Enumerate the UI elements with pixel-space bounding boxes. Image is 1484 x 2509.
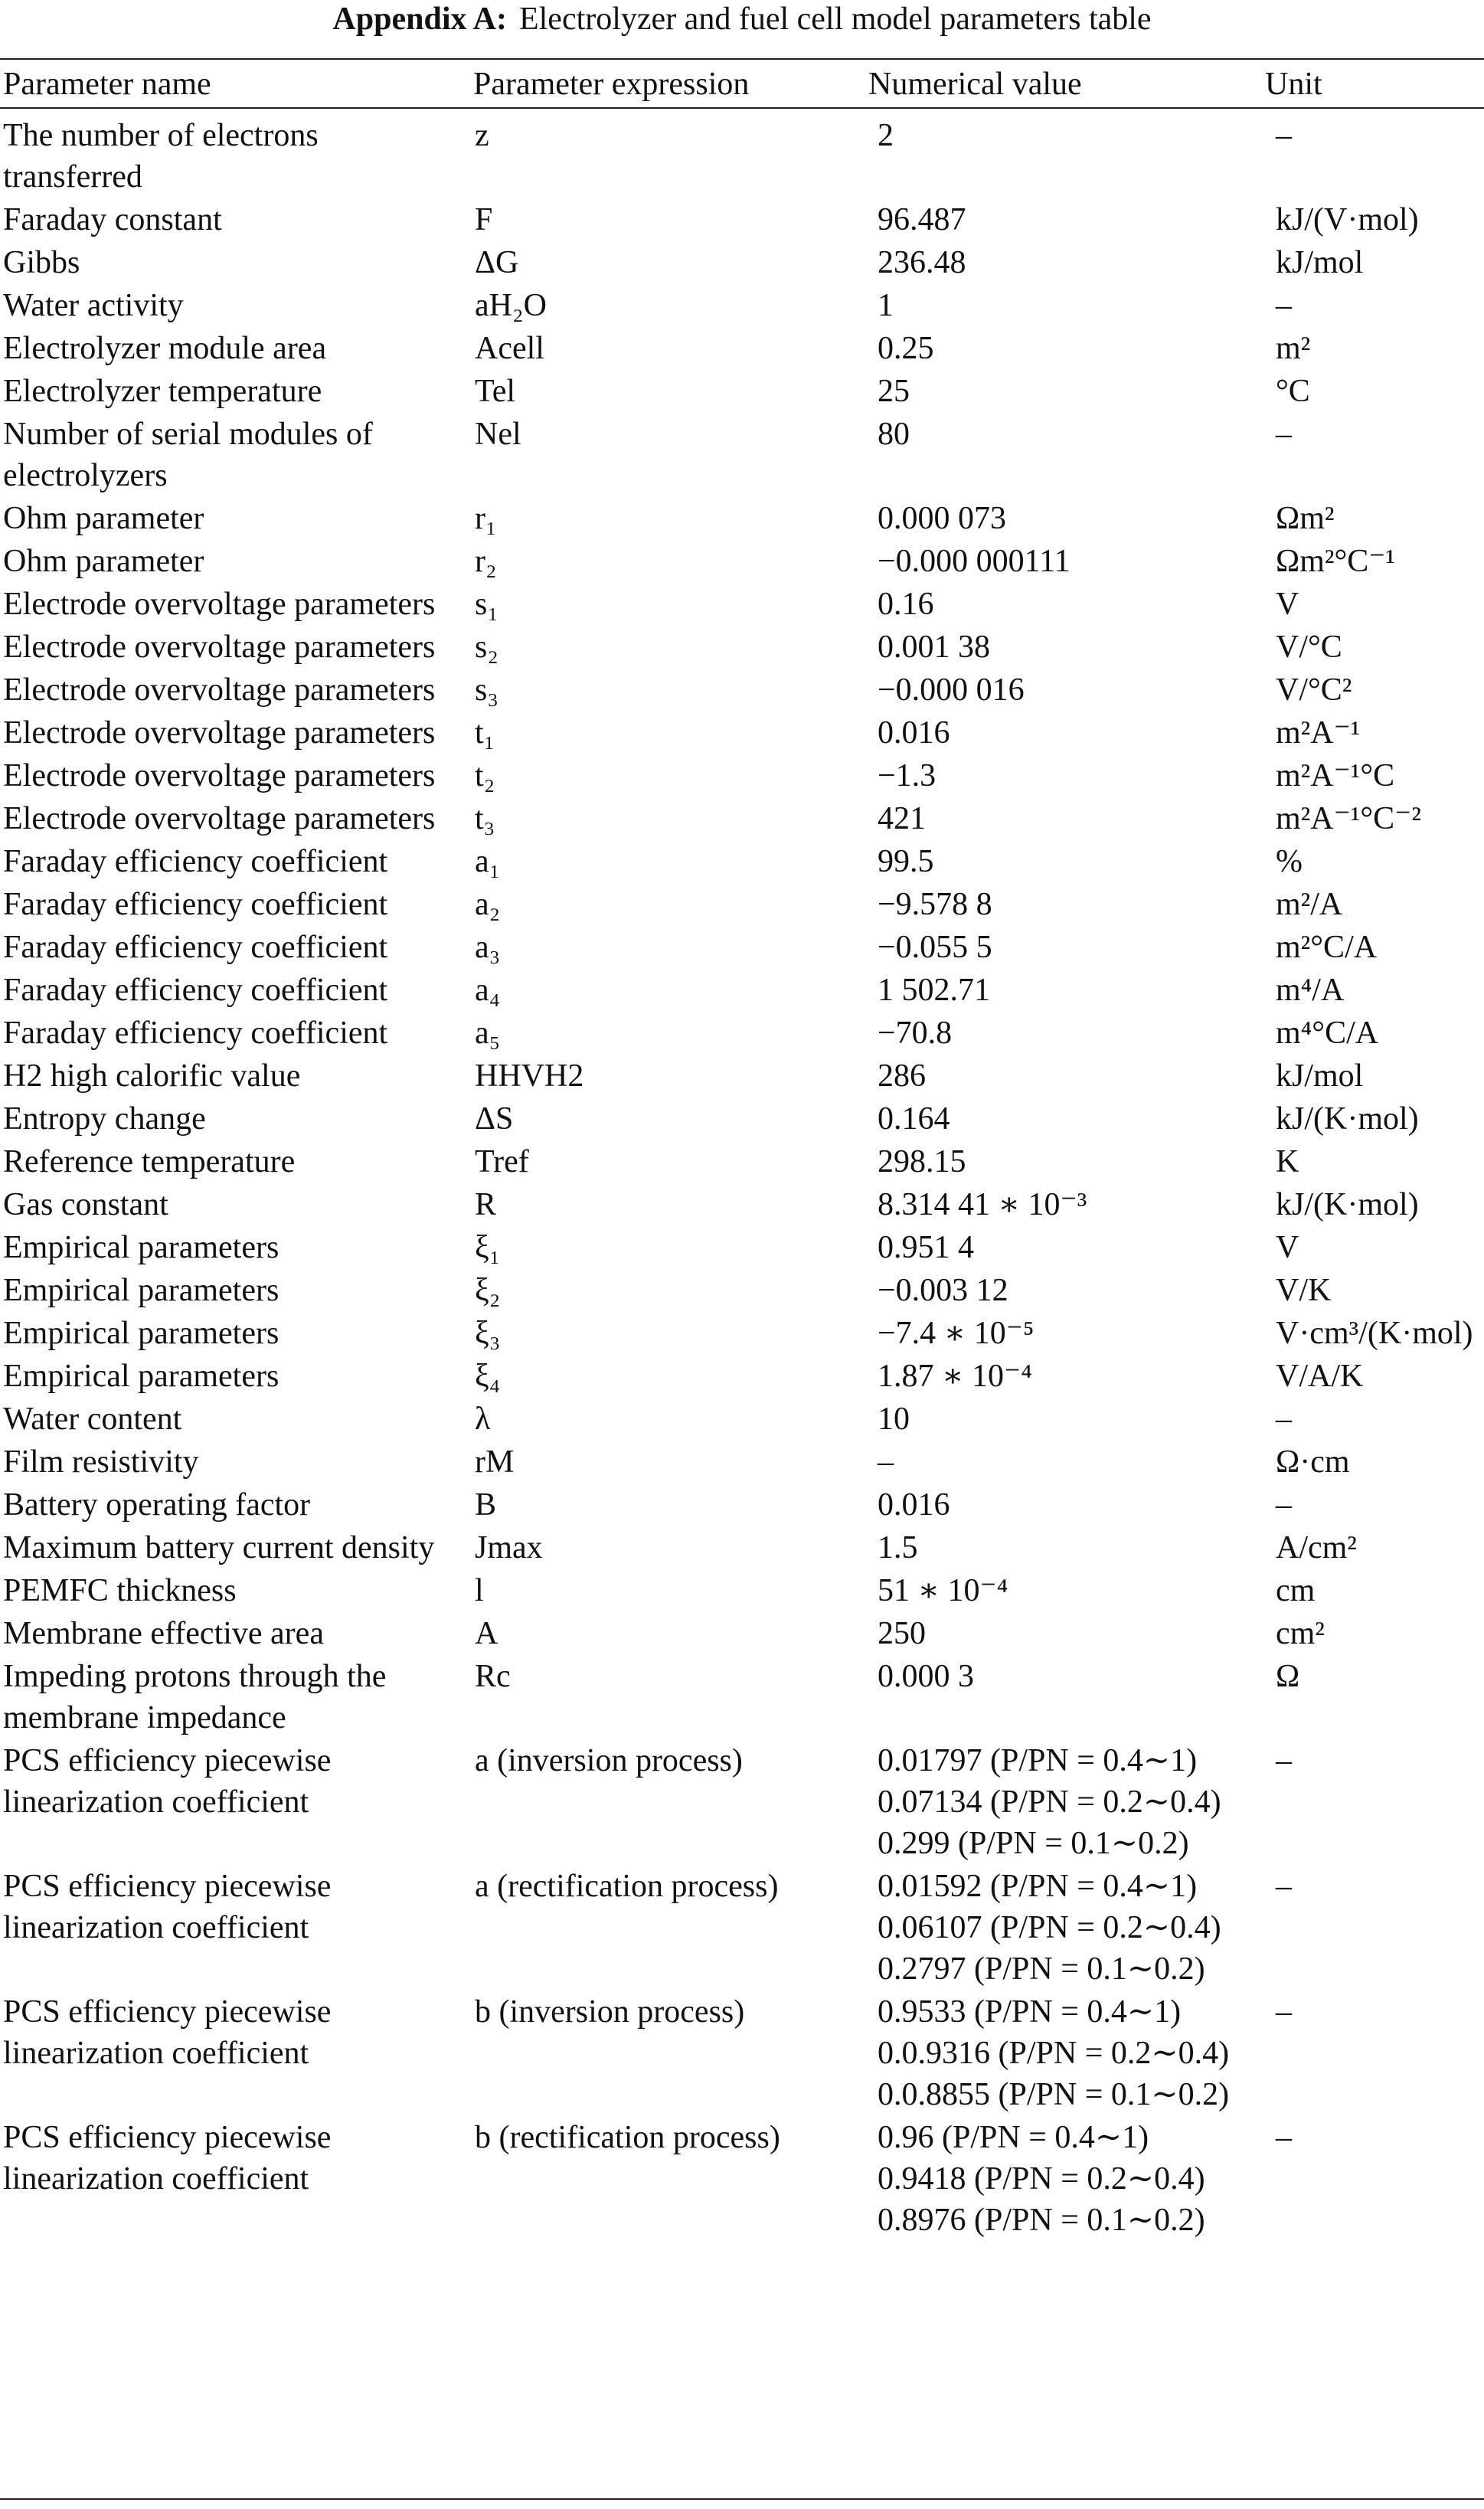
table-row <box>0 326 1484 369</box>
numerical-value-cell: 286 <box>878 1058 926 1094</box>
parameters-table <box>0 113 1484 2241</box>
parameter-name-cell: Number of serial modules of electrolyzers <box>3 417 373 493</box>
parameter-name-cell: The number of electrons transferred <box>3 118 319 195</box>
unit-cell: m²/A <box>1276 887 1343 922</box>
table-row <box>0 1011 1484 1054</box>
parameter-expression-cell: s₃ <box>475 672 498 708</box>
table-row <box>0 1739 1484 1864</box>
parameter-expression-cell: Tel <box>475 374 516 409</box>
table-row <box>0 1990 1484 2115</box>
table-row <box>0 754 1484 797</box>
parameter-expression-cell: A <box>475 1616 498 1651</box>
unit-cell: m² <box>1276 331 1311 366</box>
table-title <box>0 0 1484 38</box>
header-parameter-expression: Parameter expression <box>473 67 750 102</box>
parameter-name-cell: Water activity <box>3 288 184 323</box>
table-row <box>0 582 1484 625</box>
parameter-name-cell: Empirical parameters <box>3 1316 279 1351</box>
unit-cell: % <box>1276 844 1303 879</box>
unit-cell: m²A⁻¹°C <box>1276 758 1395 793</box>
numerical-value-cell: 421 <box>878 801 926 836</box>
table-row <box>0 882 1484 925</box>
numerical-value-cell: 80 <box>878 417 910 452</box>
numerical-value-cell: −0.000 016 <box>878 672 1025 708</box>
header-rule <box>0 107 1484 109</box>
parameter-name-cell: Electrode overvoltage parameters <box>3 758 436 793</box>
parameter-expression-cell: ΔS <box>475 1101 514 1137</box>
table-row <box>0 539 1484 582</box>
parameter-name-cell: Entropy change <box>3 1101 206 1137</box>
unit-cell: m²A⁻¹ <box>1276 715 1361 751</box>
parameter-name-cell: Maximum battery current density <box>3 1530 435 1565</box>
numerical-value-cell: 0.16 <box>878 587 934 622</box>
numerical-value-cell: −0.003 12 <box>878 1273 1008 1308</box>
parameter-expression-cell: r₂ <box>475 544 497 579</box>
numerical-value-cell: 10 <box>878 1402 910 1437</box>
parameter-name-cell: PCS efficiency piecewise linearization coefficient <box>3 1869 332 1945</box>
unit-cell: cm <box>1276 1573 1316 1608</box>
parameter-expression-cell: ΔG <box>475 245 519 280</box>
numerical-value-cell: −70.8 <box>878 1016 953 1051</box>
table-row <box>0 1354 1484 1397</box>
table-row <box>0 1864 1484 1990</box>
numerical-value-cell: 0.01797 (P/PN = 0.4∼1) 0.07134 (P/PN = 0.2∼0.4) 0.299 (P/PN = 0.1∼0.2) <box>878 1743 1221 1861</box>
parameter-expression-cell: F <box>475 202 493 237</box>
table-row <box>0 412 1484 496</box>
unit-cell: V·cm³/(K·mol) <box>1276 1316 1473 1351</box>
parameter-name-cell: Faraday efficiency coefficient <box>3 930 388 965</box>
parameter-name-cell: Electrolyzer module area <box>3 331 327 366</box>
header-parameter-name: Parameter name <box>3 67 211 102</box>
unit-cell: – <box>1276 1869 1292 1904</box>
bottom-rule <box>0 2498 1484 2500</box>
table-row <box>0 1569 1484 1611</box>
numerical-value-cell: 236.48 <box>878 245 966 280</box>
table-row <box>0 2115 1484 2241</box>
table-row <box>0 1611 1484 1654</box>
parameter-name-cell: Water content <box>3 1402 182 1437</box>
appendix-label: Appendix A: <box>332 2 507 37</box>
parameter-name-cell: Faraday efficiency coefficient <box>3 887 388 922</box>
parameter-name-cell: Empirical parameters <box>3 1230 279 1265</box>
numerical-value-cell: 0.01592 (P/PN = 0.4∼1) 0.06107 (P/PN = 0.2∼0.4) 0.2797 (P/PN = 0.1∼0.2) <box>878 1869 1221 1987</box>
numerical-value-cell: 51 ∗ 10⁻⁴ <box>878 1573 1008 1608</box>
table-header <box>0 61 1484 107</box>
numerical-value-cell: 0.001 38 <box>878 630 990 665</box>
parameter-expression-cell: a₄ <box>475 973 501 1008</box>
numerical-value-cell: −1.3 <box>878 758 936 793</box>
table-row <box>0 1225 1484 1268</box>
numerical-value-cell: −9.578 8 <box>878 887 992 922</box>
unit-cell: Ωm² <box>1276 501 1335 536</box>
numerical-value-cell: 0.000 073 <box>878 501 1006 536</box>
parameter-expression-cell: Acell <box>475 331 544 366</box>
unit-cell: kJ/(K·mol) <box>1276 1187 1419 1222</box>
parameter-name-cell: Membrane effective area <box>3 1616 324 1651</box>
table-row <box>0 1526 1484 1569</box>
parameter-expression-cell: a₁ <box>475 844 501 879</box>
numerical-value-cell: 1.5 <box>878 1530 918 1565</box>
parameter-name-cell: Electrode overvoltage parameters <box>3 587 436 622</box>
parameter-name-cell: Film resistivity <box>3 1444 199 1480</box>
parameter-expression-cell: aH₂O <box>475 288 547 323</box>
parameter-name-cell: Empirical parameters <box>3 1273 279 1308</box>
unit-cell: V/°C² <box>1276 672 1352 708</box>
parameter-name-cell: PCS efficiency piecewise linearization coefficient <box>3 1994 332 2071</box>
table-row <box>0 1311 1484 1354</box>
unit-cell: V/A/K <box>1276 1359 1364 1394</box>
header-numerical-value: Numerical value <box>868 67 1082 102</box>
numerical-value-cell: 0.016 <box>878 1487 950 1523</box>
unit-cell: Ω·cm <box>1276 1444 1350 1480</box>
table-row <box>0 668 1484 711</box>
numerical-value-cell: 0.951 4 <box>878 1230 974 1265</box>
parameter-name-cell: Faraday efficiency coefficient <box>3 844 388 879</box>
header-unit: Unit <box>1265 67 1322 102</box>
numerical-value-cell: 2 <box>878 118 894 153</box>
parameter-expression-cell: a₃ <box>475 930 501 965</box>
parameter-name-cell: Electrode overvoltage parameters <box>3 801 436 836</box>
parameter-expression-cell: a (rectification process) <box>475 1869 779 1904</box>
table-row <box>0 1054 1484 1097</box>
numerical-value-cell: 1 502.71 <box>878 973 990 1008</box>
parameter-name-cell: Electrolyzer temperature <box>3 374 322 409</box>
parameter-expression-cell: Rc <box>475 1659 511 1694</box>
table-row <box>0 1097 1484 1140</box>
table-row <box>0 283 1484 326</box>
parameter-expression-cell: ξ₁ <box>475 1230 501 1265</box>
top-rule <box>0 58 1484 60</box>
title-text: Electrolyzer and fuel cell model parameters table <box>518 2 1152 37</box>
unit-cell: cm² <box>1276 1616 1325 1651</box>
parameter-expression-cell: B <box>475 1487 497 1523</box>
table-row <box>0 198 1484 240</box>
unit-cell: kJ/mol <box>1276 1058 1364 1094</box>
parameter-expression-cell: λ <box>475 1402 491 1437</box>
unit-cell: – <box>1276 2120 1292 2155</box>
parameter-name-cell: Battery operating factor <box>3 1487 311 1523</box>
parameter-name-cell: PCS efficiency piecewise linearization coefficient <box>3 1743 332 1820</box>
parameter-expression-cell: z <box>475 118 489 153</box>
parameter-expression-cell: s₂ <box>475 630 498 665</box>
unit-cell: V <box>1276 1230 1299 1265</box>
unit-cell: m²°C/A <box>1276 930 1378 965</box>
parameter-expression-cell: t₃ <box>475 801 495 836</box>
unit-cell: – <box>1276 1402 1292 1437</box>
table-row <box>0 1654 1484 1739</box>
parameter-name-cell: Electrode overvoltage parameters <box>3 630 436 665</box>
parameter-name-cell: Ohm parameter <box>3 501 204 536</box>
table-row <box>0 496 1484 539</box>
unit-cell: V <box>1276 587 1299 622</box>
parameter-expression-cell: rM <box>475 1444 515 1480</box>
parameter-expression-cell: l <box>475 1573 484 1608</box>
parameter-name-cell: Impeding protons through the membrane impedance <box>3 1659 387 1735</box>
table-row <box>0 625 1484 668</box>
numerical-value-cell: 1.87 ∗ 10⁻⁴ <box>878 1359 1032 1394</box>
numerical-value-cell: 25 <box>878 374 910 409</box>
numerical-value-cell: −7.4 ∗ 10⁻⁵ <box>878 1316 1035 1351</box>
parameter-expression-cell: a₂ <box>475 887 501 922</box>
numerical-value-cell: 96.487 <box>878 202 966 237</box>
parameter-name-cell: Gas constant <box>3 1187 168 1222</box>
numerical-value-cell: 0.000 3 <box>878 1659 974 1694</box>
parameter-name-cell: Reference temperature <box>3 1144 296 1179</box>
parameter-name-cell: Electrode overvoltage parameters <box>3 715 436 751</box>
unit-cell: K <box>1276 1144 1299 1179</box>
parameter-expression-cell: s₁ <box>475 587 498 622</box>
unit-cell: – <box>1276 288 1292 323</box>
parameter-expression-cell: Jmax <box>475 1530 543 1565</box>
unit-cell: – <box>1276 1743 1292 1778</box>
numerical-value-cell: −0.000 000111 <box>878 544 1071 579</box>
parameter-expression-cell: R <box>475 1187 497 1222</box>
parameter-name-cell: Empirical parameters <box>3 1359 279 1394</box>
table-row <box>0 839 1484 882</box>
table-row <box>0 113 1484 198</box>
table-row <box>0 1183 1484 1225</box>
parameter-expression-cell: r₁ <box>475 501 497 536</box>
numerical-value-cell: 0.016 <box>878 715 950 751</box>
numerical-value-cell: 298.15 <box>878 1144 966 1179</box>
unit-cell: kJ/mol <box>1276 245 1364 280</box>
parameter-expression-cell: a₅ <box>475 1016 501 1051</box>
numerical-value-cell: 0.25 <box>878 331 934 366</box>
parameter-expression-cell: Nel <box>475 417 521 452</box>
table-row <box>0 711 1484 754</box>
unit-cell: V/°C <box>1276 630 1342 665</box>
parameter-name-cell: H2 high calorific value <box>3 1058 301 1094</box>
unit-cell: kJ/(V·mol) <box>1276 202 1419 237</box>
parameter-name-cell: Electrode overvoltage parameters <box>3 672 436 708</box>
unit-cell: m⁴/A <box>1276 973 1345 1008</box>
table-row <box>0 1440 1484 1483</box>
table-row <box>0 925 1484 968</box>
unit-cell: m⁴°C/A <box>1276 1016 1379 1051</box>
parameter-name-cell: Gibbs <box>3 245 80 280</box>
parameter-name-cell: Faraday constant <box>3 202 222 237</box>
parameter-expression-cell: ξ₂ <box>475 1273 501 1308</box>
unit-cell: – <box>1276 417 1292 452</box>
parameter-expression-cell: b (inversion process) <box>475 1994 745 2030</box>
table-row <box>0 240 1484 283</box>
table-row <box>0 1268 1484 1311</box>
numerical-value-cell: 1 <box>878 288 894 323</box>
table-row <box>0 968 1484 1011</box>
parameter-expression-cell: HHVH2 <box>475 1058 584 1094</box>
parameter-expression-cell: t₂ <box>475 758 495 793</box>
numerical-value-cell: 0.96 (P/PN = 0.4∼1) 0.9418 (P/PN = 0.2∼0.4) 0.8976 (P/PN = 0.1∼0.2) <box>878 2120 1205 2238</box>
unit-cell: Ω <box>1276 1659 1300 1694</box>
unit-cell: Ωm²°C⁻¹ <box>1276 544 1396 579</box>
parameter-name-cell: PCS efficiency piecewise linearization coefficient <box>3 2120 332 2197</box>
table-row <box>0 1397 1484 1440</box>
parameter-expression-cell: b (rectification process) <box>475 2120 780 2155</box>
numerical-value-cell: 250 <box>878 1616 926 1651</box>
unit-cell: °C <box>1276 374 1310 409</box>
numerical-value-cell: 8.314 41 ∗ 10⁻³ <box>878 1187 1087 1222</box>
table-row <box>0 1483 1484 1526</box>
numerical-value-cell: −0.055 5 <box>878 930 992 965</box>
parameter-name-cell: Faraday efficiency coefficient <box>3 973 388 1008</box>
unit-cell: V/K <box>1276 1273 1332 1308</box>
parameter-expression-cell: ξ₄ <box>475 1359 501 1394</box>
unit-cell: m²A⁻¹°C⁻² <box>1276 801 1421 836</box>
parameter-expression-cell: ξ₃ <box>475 1316 501 1351</box>
table-row <box>0 369 1484 412</box>
parameter-expression-cell: a (inversion process) <box>475 1743 743 1778</box>
unit-cell: A/cm² <box>1276 1530 1357 1565</box>
unit-cell: kJ/(K·mol) <box>1276 1101 1419 1137</box>
table-row <box>0 1140 1484 1183</box>
unit-cell: – <box>1276 1487 1292 1523</box>
unit-cell: – <box>1276 1994 1292 2030</box>
numerical-value-cell: 99.5 <box>878 844 934 879</box>
numerical-value-cell: – <box>878 1444 894 1480</box>
parameter-expression-cell: t₁ <box>475 715 495 751</box>
parameter-name-cell: PEMFC thickness <box>3 1573 237 1608</box>
parameter-name-cell: Ohm parameter <box>3 544 204 579</box>
parameter-expression-cell: Tref <box>475 1144 529 1179</box>
parameter-name-cell: Faraday efficiency coefficient <box>3 1016 388 1051</box>
table-row <box>0 797 1484 839</box>
unit-cell: – <box>1276 118 1292 153</box>
numerical-value-cell: 0.164 <box>878 1101 950 1137</box>
numerical-value-cell: 0.9533 (P/PN = 0.4∼1) 0.0.9316 (P/PN = 0.2∼0.4) 0.0.8855 (P/PN = 0.1∼0.2) <box>878 1994 1230 2112</box>
